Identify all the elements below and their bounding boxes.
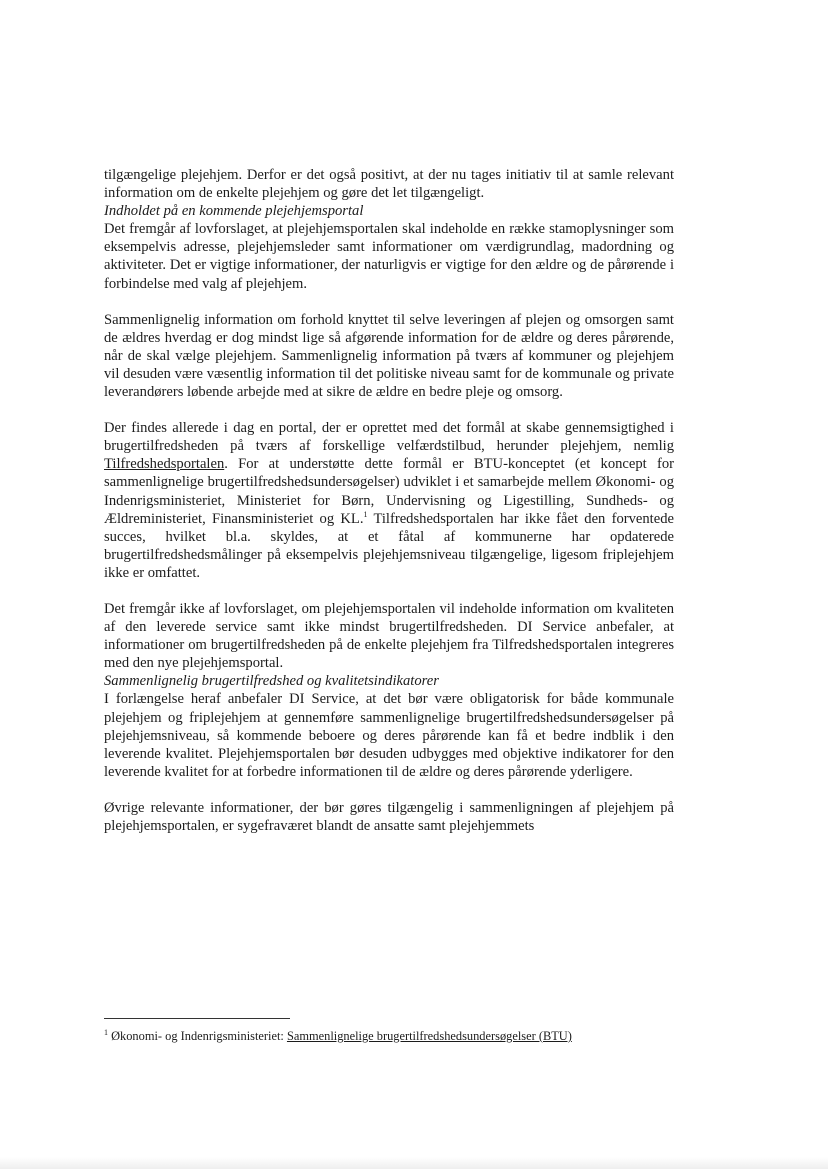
footnote-btu-link[interactable]: Sammenlignelige brugertilfredshedsundersøgelser (BTU)	[286, 1029, 572, 1043]
paragraph-text: . For at understøtte dette formål er BTU-konceptet (et koncept for sammenlignelige brugertilfredshedsundersøgelser) udviklet i et samarbejde mellem Økonomi- og Indenrigsministeriet, Ministeriet for Børn, Undervisning og Ligestilling, Sundheds- og Ældreministeriet, Finansministeriet og KL.	[104, 456, 674, 527]
paragraph-sammenlignelig-information: Sammenlignelig information om forhold knyttet til selve leveringen af plejen og omsorgen samt de ældres hverdag er dog mindst lige så afgørende information for de ældre og deres pårørende, når de skal vælge plejehjem. Sammenlignelig information på tværs af kommuner og plejehjem vil desuden være væsentlig information til det politiske niveau samt for de kommunale og private leverandørers løbende arbejde med at sikre de ældre en bedre pleje og omsorg.	[104, 311, 674, 401]
paragraph-text: Der findes allerede i dag en portal, der er oprettet med det formål at skabe gennemsigtighed i brugertilfredsheden på tværs af forskellige velfærdstilbud, herunder plejehjem, nemlig	[104, 420, 674, 455]
paragraph-kvalitet: Det fremgår ikke af lovforslaget, om plejehjemsportalen vil indeholde information om kvaliteten af den leverede service samt ikke mindst brugertilfredsheden. DI Service anbefaler, at informationer om brugertilfredsheden på de enkelte plejehjem fra Tilfredshedsportalen integreres med den nye plejehjemsportal.	[104, 600, 674, 672]
section-heading-brugertilfredshed: Sammenlignelig brugertilfredshed og kvalitetsindikatorer	[104, 673, 439, 690]
paragraph-tilfredshedsportal	[104, 419, 674, 582]
section-heading-portal-content: Indholdet på en kommende plejehjemsportal	[104, 203, 364, 220]
footnote-text: Økonomi- og Indenrigsministeriet:	[108, 1029, 287, 1043]
footnote-number: 1	[104, 1027, 108, 1037]
paragraph-text: Tilfredshedsportalen har ikke fået den forventede succes, hvilket bl.a. skyldes, at et fåtal af kommunerne har opdaterede brugertilfredshedsmålinger på eksempelvis plejehjemsniveau tilgængelige, ligesom friplejehjem ikke er omfattet.	[104, 510, 674, 581]
paragraph-intro: tilgængelige plejehjem. Derfor er det også positivt, at der nu tages initiativ til at samle relevant information om de enkelte plejehjem og gøre det let tilgængeligt.	[104, 167, 674, 202]
footnote	[104, 1029, 704, 1044]
paragraph-oevrige-informationer: Øvrige relevante informationer, der bør gøres tilgængelig i sammenligningen af plejehjem på plejehjemsportalen, er sygefraværet blandt de ansatte samt plejehjemmets	[104, 799, 674, 834]
body-text	[104, 166, 674, 835]
scan-edge-shadow	[0, 1157, 828, 1169]
footnote-divider	[104, 1018, 290, 1019]
paragraph-lovforslaget: Det fremgår af lovforslaget, at plejehjemsportalen skal indeholde en række stamoplysninger som eksempelvis adresse, plejehjemsleder samt informationer om værdigrundlag, madordning og aktiviteter. Det er vigtige informationer, der naturligvis er vigtige for den ældre og de pårørende i forbindelse med valg af plejehjem.	[104, 221, 674, 292]
paragraph-anbefaling: I forlængelse heraf anbefaler DI Service, at det bør være obligatorisk for både kommunale plejehjem og friplejehjem at gennemføre sammenlignelige brugertilfredshedsundersøgelser på plejehjemsniveau, så kommende beboere og deres pårørende kan få et bedre indblik i den leverende kvalitet. Plejehjemsportalen bør desuden udbygges med objektive indikatorer for den leverende kvalitet for at forbedre informationen til de ældre og deres pårørende yderligere.	[104, 691, 674, 780]
footnote-reference[interactable]: 1	[363, 509, 368, 519]
tilfredshedsportalen-link[interactable]: Tilfredshedsportalen	[104, 456, 225, 473]
